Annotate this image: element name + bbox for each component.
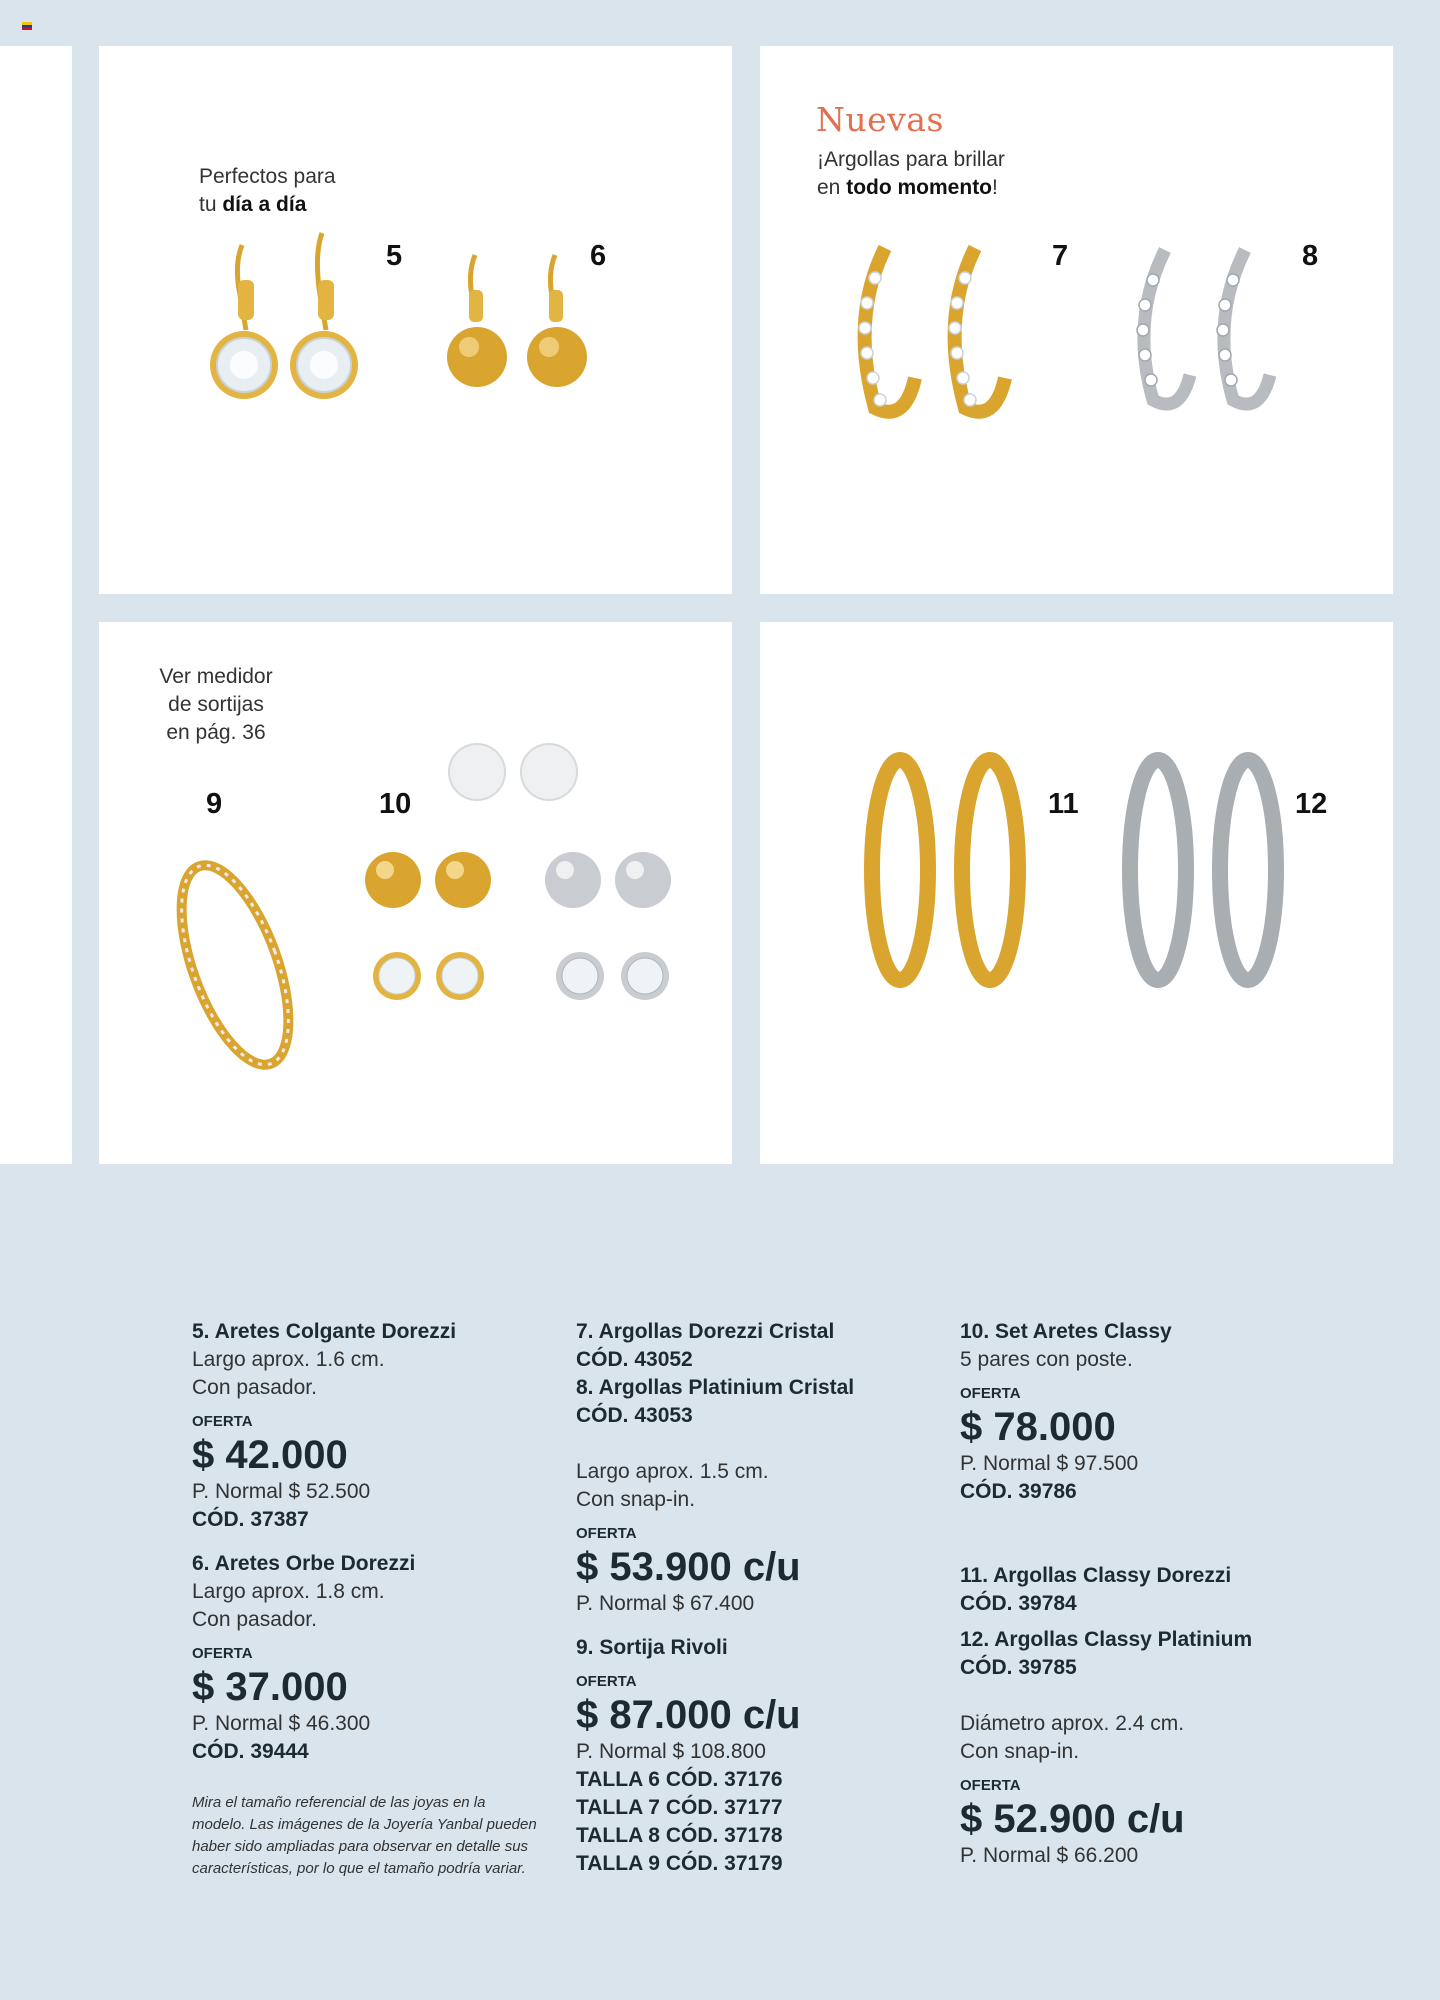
normal-price: P. Normal $ 108.800 — [576, 1740, 766, 1763]
gold-crystal-hoops-image — [845, 228, 1085, 448]
product-code: CÓD. 43052 — [576, 1348, 693, 1371]
product-description: Con snap-in. — [576, 1488, 696, 1511]
product-number-12: 12 — [1295, 788, 1328, 820]
offer-price: $ 37.000 — [192, 1665, 348, 1709]
product-column-1 — [192, 1318, 552, 1880]
orb-earrings-image — [435, 245, 605, 395]
size-code: TALLA 7 CÓD. 37177 — [576, 1796, 783, 1819]
size-code: TALLA 8 CÓD. 37178 — [576, 1824, 783, 1847]
gold-classic-hoops-image — [860, 745, 1040, 995]
intro-line: tu día a día — [199, 193, 307, 216]
product-description: Con pasador. — [192, 1608, 317, 1631]
product-description: Largo aprox. 1.8 cm. — [192, 1580, 385, 1603]
offer-label: OFERTA — [192, 1645, 253, 1662]
product-title: 8. Argollas Platinium Cristal — [576, 1376, 855, 1399]
intro-line: de sortijas — [168, 693, 264, 716]
offer-label: OFERTA — [960, 1385, 1021, 1402]
offer-label: OFERTA — [576, 1673, 637, 1690]
product-column-2 — [576, 1318, 936, 1878]
product-column-3 — [960, 1318, 1320, 1870]
product-number-11: 11 — [1048, 788, 1079, 820]
intro-line: en pág. 36 — [166, 721, 266, 744]
normal-price: P. Normal $ 52.500 — [192, 1480, 371, 1503]
product-code: CÓD. 39786 — [960, 1480, 1077, 1503]
new-badge: Nuevas — [816, 100, 944, 139]
product-title: 5. Aretes Colgante Dorezzi — [192, 1320, 457, 1343]
product-description: 5 pares con poste. — [960, 1348, 1133, 1371]
offer-price: $ 42.000 — [192, 1433, 348, 1477]
offer-label: OFERTA — [960, 1777, 1021, 1794]
product-title: 9. Sortija Rivoli — [576, 1636, 728, 1659]
panel-hoops-11-12 — [760, 622, 1393, 1164]
normal-price: P. Normal $ 46.300 — [192, 1712, 371, 1735]
product-title: 7. Argollas Dorezzi Cristal — [576, 1320, 835, 1343]
offer-label: OFERTA — [576, 1525, 637, 1542]
ring-image — [165, 850, 315, 1090]
product-description: Largo aprox. 1.5 cm. — [576, 1460, 769, 1483]
silver-classic-hoops-image — [1118, 745, 1298, 995]
normal-price: P. Normal $ 97.500 — [960, 1452, 1139, 1475]
intro-text-b — [817, 146, 1005, 202]
intro-line: ¡Argollas para brillar — [817, 148, 1005, 171]
product-code: CÓD. 39784 — [960, 1592, 1077, 1615]
normal-price: P. Normal $ 67.400 — [576, 1592, 755, 1615]
product-title: 12. Argollas Classy Platinium — [960, 1628, 1253, 1651]
offer-price: $ 87.000 c/u — [576, 1693, 801, 1737]
previous-page-panel — [0, 46, 72, 1164]
product-number-6: 6 — [590, 240, 607, 272]
product-code: CÓD. 39444 — [192, 1740, 309, 1763]
normal-price: P. Normal $ 66.200 — [960, 1844, 1139, 1867]
product-code: CÓD. 37387 — [192, 1508, 309, 1531]
offer-label: OFERTA — [192, 1413, 253, 1430]
product-description: Diámetro aprox. 2.4 cm. — [960, 1712, 1185, 1735]
stud-earrings-set-image — [355, 740, 700, 1015]
disclaimer-note: Mira el tamaño referencial de las joyas en la modelo. Las imágenes de la Joyería Yanbal pueden haber sido ampliadas para observar en detalle sus características, por lo que el tamaño podría variar. — [192, 1794, 537, 1877]
product-description: Con pasador. — [192, 1376, 317, 1399]
offer-price: $ 52.900 c/u — [960, 1797, 1185, 1841]
intro-line: Ver medidor — [159, 665, 273, 688]
offer-price: $ 78.000 — [960, 1405, 1116, 1449]
product-description: Largo aprox. 1.6 cm. — [192, 1348, 385, 1371]
product-title: 11. Argollas Classy Dorezzi — [960, 1564, 1232, 1587]
size-code: TALLA 6 CÓD. 37176 — [576, 1768, 783, 1791]
intro-text-a — [199, 163, 336, 219]
product-description: Con snap-in. — [960, 1740, 1080, 1763]
product-number-8: 8 — [1302, 240, 1319, 272]
product-title: 10. Set Aretes Classy — [960, 1320, 1172, 1343]
product-code: CÓD. 43053 — [576, 1404, 693, 1427]
product-number-9: 9 — [206, 788, 223, 820]
intro-line: en todo momento! — [817, 176, 998, 199]
intro-line: Perfectos para — [199, 165, 336, 188]
product-number-10: 10 — [379, 788, 412, 820]
size-code: TALLA 9 CÓD. 37179 — [576, 1852, 783, 1875]
offer-price: $ 53.900 c/u — [576, 1545, 801, 1589]
product-title: 6. Aretes Orbe Dorezzi — [192, 1552, 416, 1575]
silver-crystal-hoops-image — [1125, 235, 1345, 435]
product-code: CÓD. 39785 — [960, 1656, 1077, 1679]
drop-crystal-earrings-image — [200, 225, 370, 415]
product-number-5: 5 — [386, 240, 403, 272]
panel-earrings-5-6 — [99, 46, 732, 594]
flag-icon — [22, 22, 32, 30]
intro-text-c — [150, 663, 282, 747]
product-number-7: 7 — [1052, 240, 1069, 272]
